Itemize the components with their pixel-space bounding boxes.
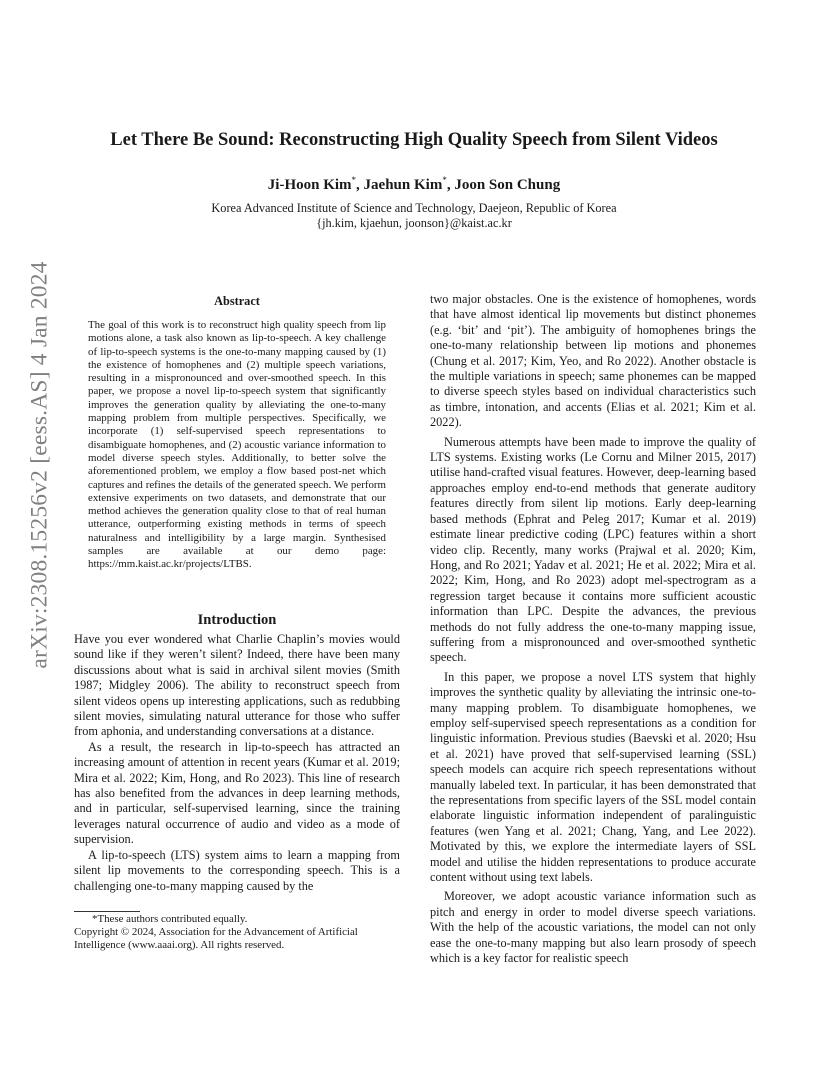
- author-name: Jaehun Kim: [363, 177, 443, 193]
- abstract-heading: Abstract: [214, 294, 260, 308]
- author-mark: *: [351, 175, 357, 185]
- arxiv-identifier-text: arXiv:2308.15256v2 [eess.AS] 4 Jan 2024: [26, 261, 53, 669]
- author-separator: ,: [356, 177, 364, 193]
- paragraph: As a result, the research in lip-to-speech has attracted an increasing amount of attention in recent years (Kumar et al. 2019; Mira et al. 2022; Kim, Hong, and Ro 2023). This line of research has also benefited from the advances in deep learning methods, and in particular, self-supervised learning, since the training leverages natural occurrence of audio and video as a mode of supervision.: [74, 739, 400, 847]
- paragraph: Moreover, we adopt acoustic variance information such as pitch and energy in order to model diverse speech variations. With the help of the acoustic variations, the model can not only ease the one-to-many mapping but also learn prosody of speech which is a key factor for realistic speech: [430, 889, 756, 966]
- paper-title: Let There Be Sound: Reconstructing High Quality Speech from Silent Videos: [110, 130, 718, 150]
- author-separator: ,: [446, 177, 455, 193]
- equal-contribution-note: *These authors contributed equally.: [92, 913, 248, 925]
- author-name: Joon Son Chung: [454, 177, 561, 193]
- right-column-body: [430, 292, 756, 970]
- introduction-body: [74, 632, 400, 894]
- paragraph: In this paper, we propose a novel LTS system that highly improves the synthetic quality by alleviating the intrinsic one-to-many mapping problem. To disambiguate homophenes, we employ self-supervised speech representations as a condition for linguistic information. Previous studies (Baevski et al. 2020; Hsu et al. 2021) have proved that self-supervised learning (SSL) speech models can acquire rich speech representations without manually labeled text. In particular, it has been demonstrated that the representations from specific layers of the SSL model contain elaborate linguistic information independent of paralinguistic features (wen Yang et al. 2021; Chang, Yang, and Lee 2022). Motivated by this, we explore the intermediate layers of SSL model and utilise the hidden representations to produce accurate content without using text labels.: [430, 669, 756, 885]
- affiliation: Korea Advanced Institute of Science and Technology, Daejeon, Republic of Korea: [211, 201, 617, 215]
- paragraph: Have you ever wondered what Charlie Chaplin’s movies would sound like if they weren’t silent? Indeed, there have been many discussions about what is said in archival silent movies (Smith 1987; Midgley 2006). The ability to reconstruct speech from silent videos opens up interesting applications, such as redubbing silent movies, simulating natural utterance for those who suffer from aphonia, and understanding conversations at a distance.: [74, 632, 400, 739]
- author-list: [0, 175, 828, 194]
- introduction-heading: Introduction: [197, 612, 277, 628]
- copyright-notice: Copyright © 2024, Association for the Advancement of Artificial Intelligence (www.aaai.org). All rights reserved.: [74, 926, 358, 952]
- affiliation-block: [0, 201, 828, 231]
- footnotes: [74, 913, 400, 953]
- author-emails: {jh.kim, kjaehun, joonson}@kaist.ac.kr: [316, 216, 512, 230]
- paragraph: Numerous attempts have been made to improve the quality of LTS systems. Existing works (Le Cornu and Milner 2015, 2017) utilise hand-crafted visual features. However, deep-learning based approaches employ end-to-end methods that generate auditory features directly from silent lip motions. Early deep-learning based methods (Ephrat and Peleg 2017; Kumar et al. 2019) estimate linear predictive coding (LPC) features within a short video clip. Recently, many works (Prajwal et al. 2020; Kim, Hong, and Ro 2021; Yadav et al. 2021; He et al. 2022; Mira et al. 2022; Kim, Hong, and Ro 2023) adopt mel-spectrogram as a regression target because it contains more sufficient acoustic information than LPC. Despite the advances, the previous methods do not fully address the one-to-many mapping issue, suffering from a mispronounced and over-smoothed synthetic speech.: [430, 434, 756, 665]
- abstract-text: The goal of this work is to reconstruct high quality speech from lip motions alone, a task also known as lip-to-speech. A key challenge of lip-to-speech systems is the one-to-many mapping caused by (1) the existence of homophenes and (2) multiple speech variations, resulting in a mispronounced and over-smoothed speech. In this paper, we propose a novel lip-to-speech system that significantly improves the generation quality by alleviating the one-to-many mapping problem from multiple perspectives. Specifically, we incorporate (1) self-supervised speech representations to disambiguate homophenes, and (2) acoustic variance information to model diverse speech styles. Additionally, to better solve the aforementioned problem, we employ a flow based post-net which captures and refines the details of the generated speech. We perform extensive experiments on two datasets, and demonstrate that our method achieves the generation quality close to that of real human utterance, outperforming existing methods in terms of speech naturalness and intelligibility by a large margin. Synthesised samples are available at our demo page: https://mm.kaist.ac.kr/projects/LTBS.: [88, 319, 386, 571]
- author-name: Ji-Hoon Kim: [267, 177, 352, 193]
- footnote-rule: [74, 911, 140, 912]
- paragraph: A lip-to-speech (LTS) system aims to learn a mapping from silent lip movements to the corresponding speech. This is a challenging one-to-many mapping caused by the: [74, 847, 400, 893]
- paragraph: two major obstacles. One is the existence of homophenes, words that have almost identical lip movements but distinct phonemes (e.g. ‘bit’ and ‘pit’). The ambiguity of homophenes brings the one-to-many relationship between lip motions and phonemes (Chung et al. 2017; Kim, Yeo, and Ro 2022). Another obstacle is the multiple variations in speech; same phonemes can be mapped to diverse speech styles based on individual characteristics such as timbre, intonation, and accents (Elias et al. 2021; Kim et al. 2022).: [430, 292, 756, 430]
- author-mark: *: [442, 175, 447, 185]
